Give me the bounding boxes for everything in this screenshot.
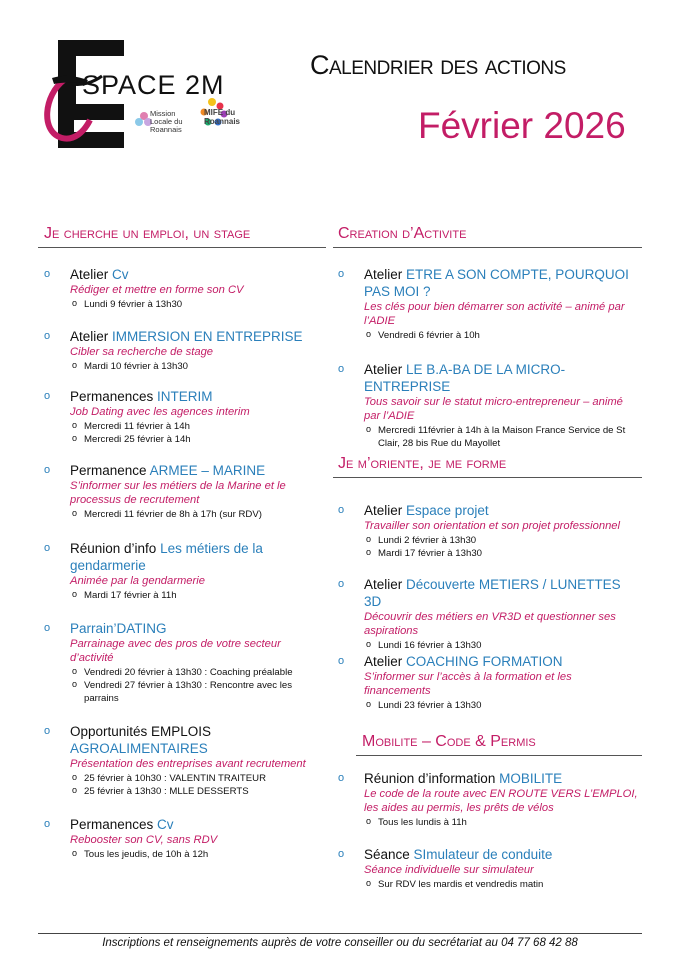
section-divider xyxy=(333,247,642,248)
event-parrain-dating: o Parrain’DATING Parrainage avec des pros de votre secteur d’activité o Vendredi 20 février à 13h30 : Coaching préalable o Vendredi 27 février à 13h30 : Rencontre avec les parrains xyxy=(44,620,319,705)
section-divider xyxy=(356,755,642,756)
footer-divider xyxy=(38,933,642,934)
event-atelier-immersion: o Atelier IMMERSION EN ENTREPRISE Cibler sa recherche de stage o Mardi 10 février à 13h30 xyxy=(44,328,319,373)
event-reunion-gendarmerie: o Réunion d’info Les métiers de la gendarmerie Animée par la gendarmerie o Mardi 17 février à 11h xyxy=(44,540,284,602)
section-heading-emploi: Je cherche un emploi, un stage xyxy=(44,225,251,242)
logo-text: SPACE 2M xyxy=(82,70,225,100)
bullet-icon: o xyxy=(44,622,51,634)
event-opportunites-agroalimentaires: o Opportunités EMPLOIS AGROALIMENTAIRES Présentation des entreprises avant recrutement o 25 février à 10h30 : VALENTIN TRAITEUR o 25 février à 13h30 : MLLE DESSERTS xyxy=(44,723,319,798)
event-atelier-cv: o Atelier Cv Rédiger et mettre en forme son CV o Lundi 9 février à 13h30 xyxy=(44,266,319,311)
logo-graphic xyxy=(44,40,254,162)
event-atelier-espace-projet: o Atelier Espace projet Travailler son orientation et son projet professionnel o Lundi 2 février à 13h30 o Mardi 17 février à 13h30 xyxy=(338,502,638,560)
event-atelier-lunettes-3d: o Atelier Découverte METIERS / LUNETTES 3D Découvrir des métiers en VR3D et questionner ses aspirations o Lundi 16 février à 13h30 xyxy=(338,576,628,652)
page-title: Calendrier des actions xyxy=(310,50,566,80)
bullet-icon: o xyxy=(338,772,345,784)
event-permanence-armee-marine: o Permanence ARMEE – MARINE S’informer sur les métiers de la Marine et le processus de recrutement o Mercredi 11 février de 8h à 17h (sur RDV) xyxy=(44,462,319,521)
bullet-icon: o xyxy=(338,655,345,667)
bullet-icon: o xyxy=(44,464,51,476)
section-divider xyxy=(38,247,326,248)
bullet-icon: o xyxy=(44,542,51,554)
bullet-icon: o xyxy=(44,330,51,342)
section-heading-creation: Creation d’Activite xyxy=(338,225,467,242)
event-seance-simulateur: o Séance SImulateur de conduite Séance individuelle sur simulateur o Sur RDV les mardis et vendredis matin xyxy=(338,846,638,891)
logo-partner-mission-locale: Mission Locale du Roannais xyxy=(150,109,183,134)
bullet-icon: o xyxy=(338,504,345,516)
month-title: Février 2026 xyxy=(418,105,626,146)
espace-2m-logo xyxy=(44,40,254,162)
event-permanences-cv: o Permanences Cv Rebooster son CV, sans RDV o Tous les jeudis, de 10h à 12h xyxy=(44,816,319,861)
logo-partner-mife: MIFE du Roannais xyxy=(204,108,241,126)
event-permanences-interim: o Permanences INTERIM Job Dating avec les agences interim o Mercredi 11 février à 14h o Mercredi 25 février à 14h xyxy=(44,388,319,446)
event-atelier-coaching-formation: o Atelier COACHING FORMATION S’informer sur l’accès à la formation et les financements o Lundi 23 février à 13h30 xyxy=(338,653,628,712)
section-heading-mobilite: Mobilite – Code & Permis xyxy=(362,733,536,750)
bullet-icon: o xyxy=(338,268,345,280)
bullet-icon: o xyxy=(338,363,345,375)
event-reunion-mobilite: o Réunion d’information MOBILITE Le code de la route avec EN ROUTE VERS L’EMPLOI, les aides au permis, les prêts de vélos o Tous les lundis à 11h xyxy=(338,770,644,829)
bullet-icon: o xyxy=(338,578,345,590)
event-atelier-micro-entreprise: o Atelier LE B.A-BA DE LA MICRO-ENTREPRISE Tous savoir sur le statut micro-entrepreneur – animé par l’ADIE o Mercredi 11février à 14h à la Maison France Service de St Clair, 28 bis Rue du Mayollet xyxy=(338,361,638,450)
bullet-icon: o xyxy=(44,390,51,402)
section-heading-orientation: Je m’oriente, je me forme xyxy=(338,455,507,472)
bullet-icon: o xyxy=(44,268,51,280)
footer-contact: Inscriptions et renseignements auprès de votre conseiller ou du secrétariat au 04 77 68 42 88 xyxy=(102,937,578,949)
bullet-icon: o xyxy=(44,818,51,830)
bullet-icon: o xyxy=(44,725,51,737)
section-divider xyxy=(333,477,642,478)
bullet-icon: o xyxy=(338,848,345,860)
event-atelier-etre-a-son-compte: o Atelier ETRE A SON COMPTE, POURQUOI PAS MOI ? Les clés pour bien démarrer son activité – animé par l’ADIE o Vendredi 6 février à 10h xyxy=(338,266,638,342)
